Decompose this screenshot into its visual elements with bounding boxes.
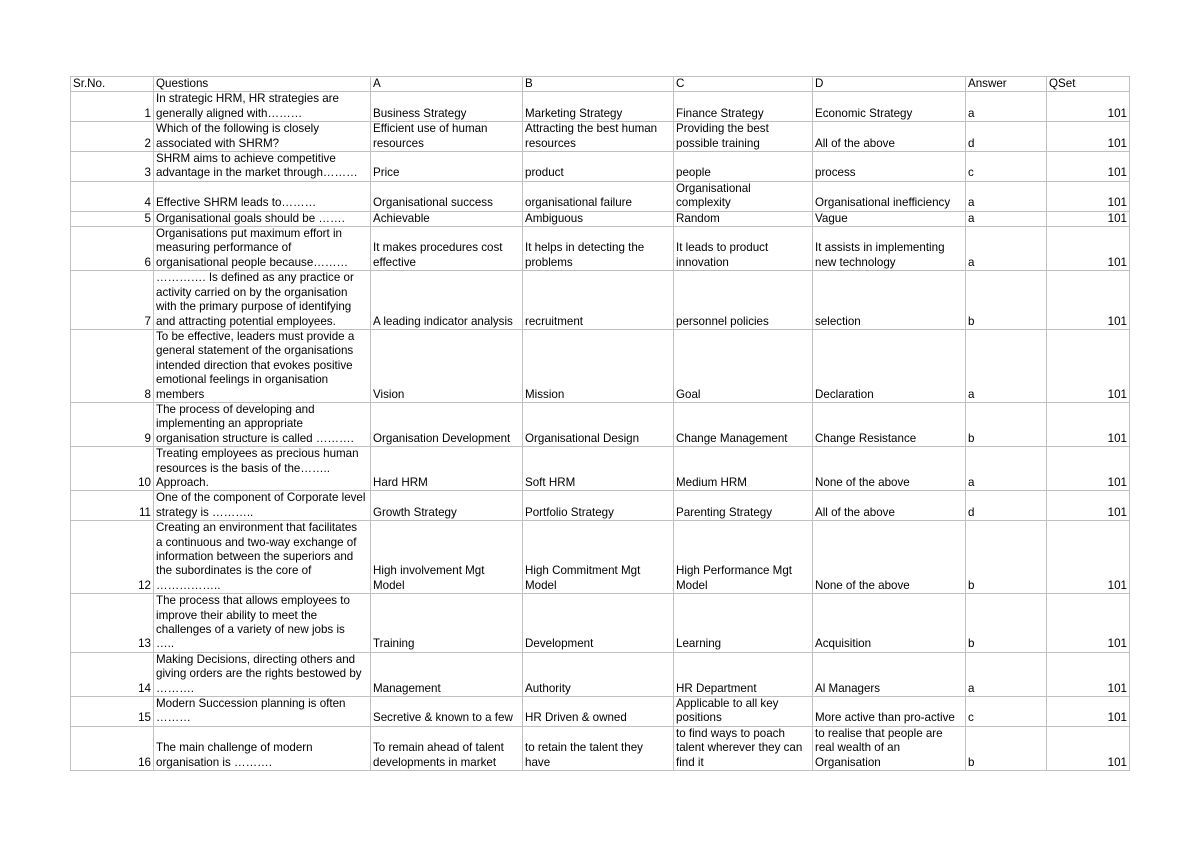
option-a-cell[interactable]: It makes procedures cost effective [371,227,523,271]
option-c-cell[interactable]: Change Management [674,402,813,446]
option-c-cell[interactable]: Finance Strategy [674,92,813,122]
option-a-cell[interactable]: A leading indicator analysis [371,271,523,330]
mcq-spreadsheet [70,76,1130,771]
option-d-cell[interactable]: None of the above [813,521,966,594]
option-b-cell[interactable]: Soft HRM [523,447,674,491]
question-cell[interactable]: …………. Is defined as any practice or activity carried on by the organisation with the primary purpose of identifying and attracting potential employees. [154,271,371,330]
option-a-cell[interactable]: High involvement Mgt Model [371,521,523,594]
srno-cell[interactable]: 6 [71,227,154,271]
table-row [71,521,1130,594]
table-row [71,92,1130,122]
srno-cell[interactable]: 1 [71,92,154,122]
answer-cell[interactable]: a [966,211,1047,226]
qset-cell[interactable]: 101 [1047,211,1130,226]
table-row [71,211,1130,226]
answer-cell[interactable]: a [966,92,1047,122]
qset-cell[interactable]: 101 [1047,491,1130,521]
option-c-cell[interactable]: Providing the best possible training [674,122,813,152]
option-a-cell[interactable]: Achievable [371,211,523,226]
table-row [71,152,1130,182]
srno-cell[interactable]: 11 [71,491,154,521]
option-a-cell[interactable]: Vision [371,329,523,402]
option-c-cell[interactable]: It leads to product innovation [674,227,813,271]
option-d-cell[interactable]: process [813,152,966,182]
srno-cell[interactable]: 2 [71,122,154,152]
option-c-cell[interactable]: High Performance Mgt Model [674,521,813,594]
option-b-cell[interactable]: Authority [523,652,674,696]
qset-cell[interactable]: 101 [1047,122,1130,152]
option-a-cell[interactable]: Efficient use of human resources [371,122,523,152]
option-d-cell[interactable]: It assists in implementing new technology [813,227,966,271]
question-cell[interactable]: Effective SHRM leads to……… [154,181,371,211]
option-a-cell[interactable]: Business Strategy [371,92,523,122]
question-cell[interactable]: The process that allows employees to improve their ability to meet the challenges of a variety of new jobs is ….. [154,594,371,653]
option-b-cell[interactable]: It helps in detecting the problems [523,227,674,271]
option-b-cell[interactable]: Development [523,594,674,653]
header-option-a[interactable]: A [371,77,523,92]
table-row [71,726,1130,770]
srno-cell[interactable]: 15 [71,697,154,727]
option-c-cell[interactable]: Organisational complexity [674,181,813,211]
option-c-cell[interactable]: Learning [674,594,813,653]
answer-cell[interactable]: a [966,652,1047,696]
qset-cell[interactable]: 101 [1047,271,1130,330]
option-a-cell[interactable]: Management [371,652,523,696]
qset-cell[interactable]: 101 [1047,447,1130,491]
header-option-d[interactable]: D [813,77,966,92]
header-qset[interactable]: QSet [1047,77,1130,92]
option-a-cell[interactable]: Growth Strategy [371,491,523,521]
option-a-cell[interactable]: To remain ahead of talent developments in market [371,726,523,770]
srno-cell[interactable]: 14 [71,652,154,696]
answer-cell[interactable]: a [966,447,1047,491]
header-srno[interactable]: Sr.No. [71,77,154,92]
option-c-cell[interactable]: Random [674,211,813,226]
qset-cell[interactable]: 101 [1047,92,1130,122]
table-row [71,181,1130,211]
qset-cell[interactable]: 101 [1047,227,1130,271]
srno-cell[interactable]: 5 [71,211,154,226]
srno-cell[interactable]: 9 [71,402,154,446]
srno-cell[interactable]: 7 [71,271,154,330]
header-answer[interactable]: Answer [966,77,1047,92]
table-row [71,447,1130,491]
option-d-cell[interactable]: Vague [813,211,966,226]
srno-cell[interactable]: 12 [71,521,154,594]
option-c-cell[interactable]: to find ways to poach talent wherever they can find it [674,726,813,770]
option-c-cell[interactable]: personnel policies [674,271,813,330]
option-d-cell[interactable]: All of the above [813,122,966,152]
option-d-cell[interactable]: selection [813,271,966,330]
table-row [71,329,1130,402]
option-d-cell[interactable]: Organisational inefficiency [813,181,966,211]
question-cell[interactable]: Organisational goals should be ……. [154,211,371,226]
option-a-cell[interactable]: Training [371,594,523,653]
srno-cell[interactable]: 13 [71,594,154,653]
option-d-cell[interactable]: Al Managers [813,652,966,696]
question-cell[interactable]: The process of developing and implementing an appropriate organisation structure is called ………. [154,402,371,446]
answer-cell[interactable]: b [966,726,1047,770]
answer-cell[interactable]: b [966,271,1047,330]
qset-cell[interactable]: 101 [1047,152,1130,182]
qset-cell[interactable]: 101 [1047,329,1130,402]
qset-cell[interactable]: 101 [1047,652,1130,696]
qset-cell[interactable]: 101 [1047,726,1130,770]
option-b-cell[interactable]: Marketing Strategy [523,92,674,122]
table-row [71,652,1130,696]
option-d-cell[interactable]: All of the above [813,491,966,521]
option-a-cell[interactable]: Organisation Development [371,402,523,446]
option-a-cell[interactable]: Secretive & known to a few [371,697,523,727]
qset-cell[interactable]: 101 [1047,521,1130,594]
option-c-cell[interactable]: Medium HRM [674,447,813,491]
answer-cell[interactable]: c [966,697,1047,727]
qset-cell[interactable]: 101 [1047,181,1130,211]
table-row [71,594,1130,653]
question-cell[interactable]: Making Decisions, directing others and giving orders are the rights bestowed by ………. [154,652,371,696]
question-cell[interactable]: Creating an environment that facilitates a continuous and two-way exchange of information between the superiors and the subordinates is the core of …………….. [154,521,371,594]
option-d-cell[interactable]: Declaration [813,329,966,402]
table-row [71,271,1130,330]
option-d-cell[interactable]: to realise that people are real wealth of an Organisation [813,726,966,770]
question-cell[interactable]: Modern Succession planning is often ……… [154,697,371,727]
answer-cell[interactable]: b [966,402,1047,446]
question-cell[interactable]: Organisations put maximum effort in measuring performance of organisational people because……… [154,227,371,271]
answer-cell[interactable]: c [966,152,1047,182]
srno-cell[interactable]: 8 [71,329,154,402]
header-option-b[interactable]: B [523,77,674,92]
option-d-cell[interactable]: Acquisition [813,594,966,653]
option-b-cell[interactable]: Ambiguous [523,211,674,226]
option-c-cell[interactable]: Parenting Strategy [674,491,813,521]
srno-cell[interactable]: 3 [71,152,154,182]
qset-cell[interactable]: 101 [1047,594,1130,653]
option-b-cell[interactable]: High Commitment Mgt Model [523,521,674,594]
option-c-cell[interactable]: Applicable to all key positions [674,697,813,727]
answer-cell[interactable]: a [966,329,1047,402]
option-b-cell[interactable]: Attracting the best human resources [523,122,674,152]
question-cell[interactable]: The main challenge of modern organisation is ………. [154,726,371,770]
srno-cell[interactable]: 4 [71,181,154,211]
srno-cell[interactable]: 10 [71,447,154,491]
table-row [71,227,1130,271]
answer-cell[interactable]: d [966,122,1047,152]
header-questions[interactable]: Questions [154,77,371,92]
option-d-cell[interactable]: None of the above [813,447,966,491]
option-a-cell[interactable]: Hard HRM [371,447,523,491]
option-c-cell[interactable]: people [674,152,813,182]
option-b-cell[interactable]: to retain the talent they have [523,726,674,770]
answer-cell[interactable]: a [966,181,1047,211]
header-row [71,77,1130,92]
header-option-c[interactable]: C [674,77,813,92]
option-b-cell[interactable]: organisational failure [523,181,674,211]
question-cell[interactable]: Which of the following is closely associated with SHRM? [154,122,371,152]
question-cell[interactable]: One of the component of Corporate level strategy is ……….. [154,491,371,521]
table-row [71,122,1130,152]
option-c-cell[interactable]: HR Department [674,652,813,696]
option-b-cell[interactable]: Organisational Design [523,402,674,446]
question-cell[interactable]: To be effective, leaders must provide a general statement of the organisations intended direction that evokes positive emotional feelings in organisation members [154,329,371,402]
option-d-cell[interactable]: Economic Strategy [813,92,966,122]
option-b-cell[interactable]: Mission [523,329,674,402]
answer-cell[interactable]: b [966,594,1047,653]
qset-cell[interactable]: 101 [1047,697,1130,727]
table-row [71,697,1130,727]
qset-cell[interactable]: 101 [1047,402,1130,446]
question-cell[interactable]: In strategic HRM, HR strategies are generally aligned with……… [154,92,371,122]
option-a-cell[interactable]: Price [371,152,523,182]
question-cell[interactable]: SHRM aims to achieve competitive advantage in the market through……… [154,152,371,182]
srno-cell[interactable]: 16 [71,726,154,770]
option-b-cell[interactable]: product [523,152,674,182]
option-d-cell[interactable]: More active than pro-active [813,697,966,727]
option-b-cell[interactable]: Portfolio Strategy [523,491,674,521]
answer-cell[interactable]: d [966,491,1047,521]
answer-cell[interactable]: b [966,521,1047,594]
table-row [71,491,1130,521]
option-c-cell[interactable]: Goal [674,329,813,402]
table-row [71,402,1130,446]
option-b-cell[interactable]: recruitment [523,271,674,330]
option-d-cell[interactable]: Change Resistance [813,402,966,446]
option-a-cell[interactable]: Organisational success [371,181,523,211]
option-b-cell[interactable]: HR Driven & owned [523,697,674,727]
answer-cell[interactable]: a [966,227,1047,271]
question-cell[interactable]: Treating employees as precious human resources is the basis of the…….. Approach. [154,447,371,491]
